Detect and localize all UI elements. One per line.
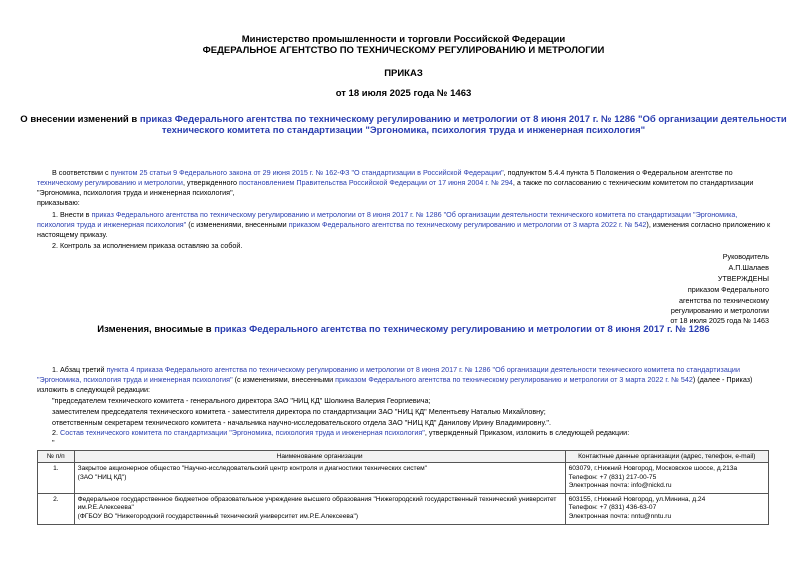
para-1-line-3: "Эргономика, психология труда и инженерная психология", <box>37 188 235 197</box>
row-num: 2. <box>38 493 75 524</box>
doc-date: от 18 июля 2025 года № 1463 <box>335 88 472 99</box>
org-line: Федеральное государственное бюджетное образовательное учреждение высшего образования "Нижегородский государственный технический университет <box>77 495 557 503</box>
committee-table <box>37 450 769 525</box>
annex-para-1-line-2 <box>37 375 752 385</box>
annex-title-link[interactable]: приказ Федерального агентства по техническому регулированию и метрологии от 8 июня 2017 г. № 1286 <box>214 324 710 335</box>
text: В соответствии с <box>52 168 111 177</box>
para-2-line-3: настоящему приказу. <box>37 230 108 239</box>
table-header-row <box>38 451 769 463</box>
quote-line-2: заместителем председателя технического комитета - заместителя директора по стандартизации ЗАО "НИЦ КД" Мелентьеву Наталью Михайловну; <box>52 407 546 416</box>
approved-label: УТВЕРЖДЕНЫ <box>717 274 769 283</box>
row-org <box>74 493 565 524</box>
page-title-line2 <box>0 125 807 136</box>
annex-para-1-line-3: изложить в следующей редакции: <box>37 385 151 394</box>
text: 1. Внести в <box>52 210 92 219</box>
title-prefix: О внесении изменений в <box>20 114 140 125</box>
approved-line-1: приказом Федерального <box>687 285 769 294</box>
quote-line-3: ответственным секретарем технического комитета - начальника научно-исследовательского отдела ЗАО "НИЦ КД" Данилову Ирину Владимировну.". <box>52 418 551 427</box>
contact-line: 603079, г.Нижний Новгород, Московское шоссе, д.213а <box>568 465 738 472</box>
signature-name: А.П.Шалаев <box>728 263 769 272</box>
table-row <box>38 463 769 494</box>
text: , а также по согласованию с техническим комитетом по стандартизации <box>512 178 754 187</box>
annex-para-2 <box>52 428 629 438</box>
text: ), изменения согласно приложению к <box>646 220 771 229</box>
title-link[interactable]: приказ Федерального агентства по техническому регулированию и метрологии от 8 июня 2017 г. № 1286 "Об организации деятельности <box>139 114 787 125</box>
org-line: (ЗАО "НИЦ КД") <box>77 473 127 481</box>
regulation-link[interactable]: техническому регулированию и метрологии <box>37 178 183 187</box>
text: 1. Абзац третий <box>52 365 107 374</box>
header-num: № п/п <box>38 451 75 463</box>
row-contacts <box>565 493 768 524</box>
para-2-line-1 <box>52 210 737 220</box>
doc-type: ПРИКАЗ <box>384 68 423 79</box>
para-3: 2. Контроль за исполнением приказа оставляю за собой. <box>52 241 243 250</box>
row-org <box>74 463 565 494</box>
para-1-line-2 <box>37 178 753 188</box>
text: (с изменениями, внесенными <box>232 375 336 384</box>
contact-line: Электронная почта: info@nickd.ru <box>568 482 672 490</box>
item-link-cont[interactable]: "Эргономика, психология труда и инженерная психология" <box>37 375 233 384</box>
org-line: Закрытое акционерное общество "Научно-исследовательский центр контроля и диагностики технических систем" <box>77 465 427 472</box>
quote-line-1: "председателем технического комитета - генерального директора ЗАО "НИЦ КД" Шолкина Валерия Георгиевича; <box>52 396 431 405</box>
row-contacts <box>565 463 768 494</box>
text: ) (далее - Приказ) <box>692 375 753 384</box>
header-org: Наименование организации <box>74 451 565 463</box>
text: (с изменениями, внесенными <box>186 220 289 229</box>
table-row <box>38 493 769 524</box>
annex-title <box>0 324 807 335</box>
ministry-name: Министерство промышленности и торговли Российской Федерации <box>241 34 566 45</box>
item-link[interactable]: пункта 4 приказа Федерального агентства по техническому регулированию и метрологии от 8 июня 2017 г. № 1286 "Об организации деятельности технического комитета по стандартизации <box>106 365 740 374</box>
para-1-line-1 <box>52 168 733 178</box>
contact-line: 603155, г.Нижний Новгород, ул.Минина, д.24 <box>568 495 706 503</box>
approved-line-2: агентства по техническому <box>679 296 769 305</box>
text: , утвержденного <box>182 178 239 187</box>
approved-line-3: регулированию и метрологии <box>670 306 769 315</box>
header-contacts: Контактные данные организации (адрес, телефон, e-mail) <box>565 451 768 463</box>
signature-role: Руководитель <box>722 252 769 261</box>
law-link[interactable]: пунктом 25 статьи 9 Федерального закона от 29 июня 2015 г. № 162-ФЗ "О стандартизации в Российской Федерации" <box>110 168 504 177</box>
org-line: им.Р.Е.Алексеева" <box>77 504 134 512</box>
order-link[interactable]: приказ Федерального агентства по техническому регулированию и метрологии от 8 июня 2017 г. № 1286 "Об организации деятельности технического комитета по стандартизации "Эргономика, <box>91 210 738 219</box>
title-link-2[interactable]: технического комитета по стандартизации "Эргономика, психология труда и инженерная психология" <box>161 125 646 136</box>
org-line: (ФГБОУ ВО "Нижегородский государственный технический университет им.Р.Е.Алексеева") <box>77 512 359 520</box>
amend-order-link[interactable]: приказом Федерального агентства по техническому регулированию и метрологии от 3 марта 2022 г. № 542 <box>288 220 647 229</box>
agency-name: ФЕДЕРАЛЬНОЕ АГЕНТСТВО ПО ТЕХНИЧЕСКОМУ РЕГУЛИРОВАНИЮ И МЕТРОЛОГИИ <box>202 45 605 56</box>
quote-open: " <box>52 438 55 447</box>
page-title <box>0 114 807 125</box>
approved-line-4: от 18 июля 2025 года № 1463 <box>670 316 769 325</box>
decree-link[interactable]: постановлением Правительства Российской Федерации от 17 июня 2004 г. № 294 <box>238 178 513 187</box>
para-1-line-4: приказываю: <box>37 198 80 207</box>
para-2-line-2 <box>37 220 770 230</box>
text: 2. <box>52 428 60 437</box>
contact-line: Электронная почта: nntu@nntu.ru <box>568 512 672 520</box>
annex-title-prefix: Изменения, вносимые в <box>97 324 215 335</box>
row-num: 1. <box>38 463 75 494</box>
contact-line: Телефон: +7 (831) 436-63-07 <box>568 504 657 512</box>
text: , подпунктом 5.4.4 пункта 5 Положения о Федеральном агентстве по <box>503 168 733 177</box>
text: , утвержденный Приказом, изложить в следующей редакции: <box>424 428 630 437</box>
contact-line: Телефон: +7 (831) 217-00-75 <box>568 473 657 481</box>
committee-link[interactable]: Состав технического комитета по стандартизации "Эргономика, психология труда и инженерная психология" <box>60 428 425 437</box>
amend-link[interactable]: приказом Федерального агентства по техническому регулированию и метрологии от 3 марта 2022 г. № 542 <box>335 375 693 384</box>
annex-para-1-line-1 <box>52 365 740 375</box>
order-link-cont[interactable]: психология труда и инженерная психология" <box>37 220 187 229</box>
